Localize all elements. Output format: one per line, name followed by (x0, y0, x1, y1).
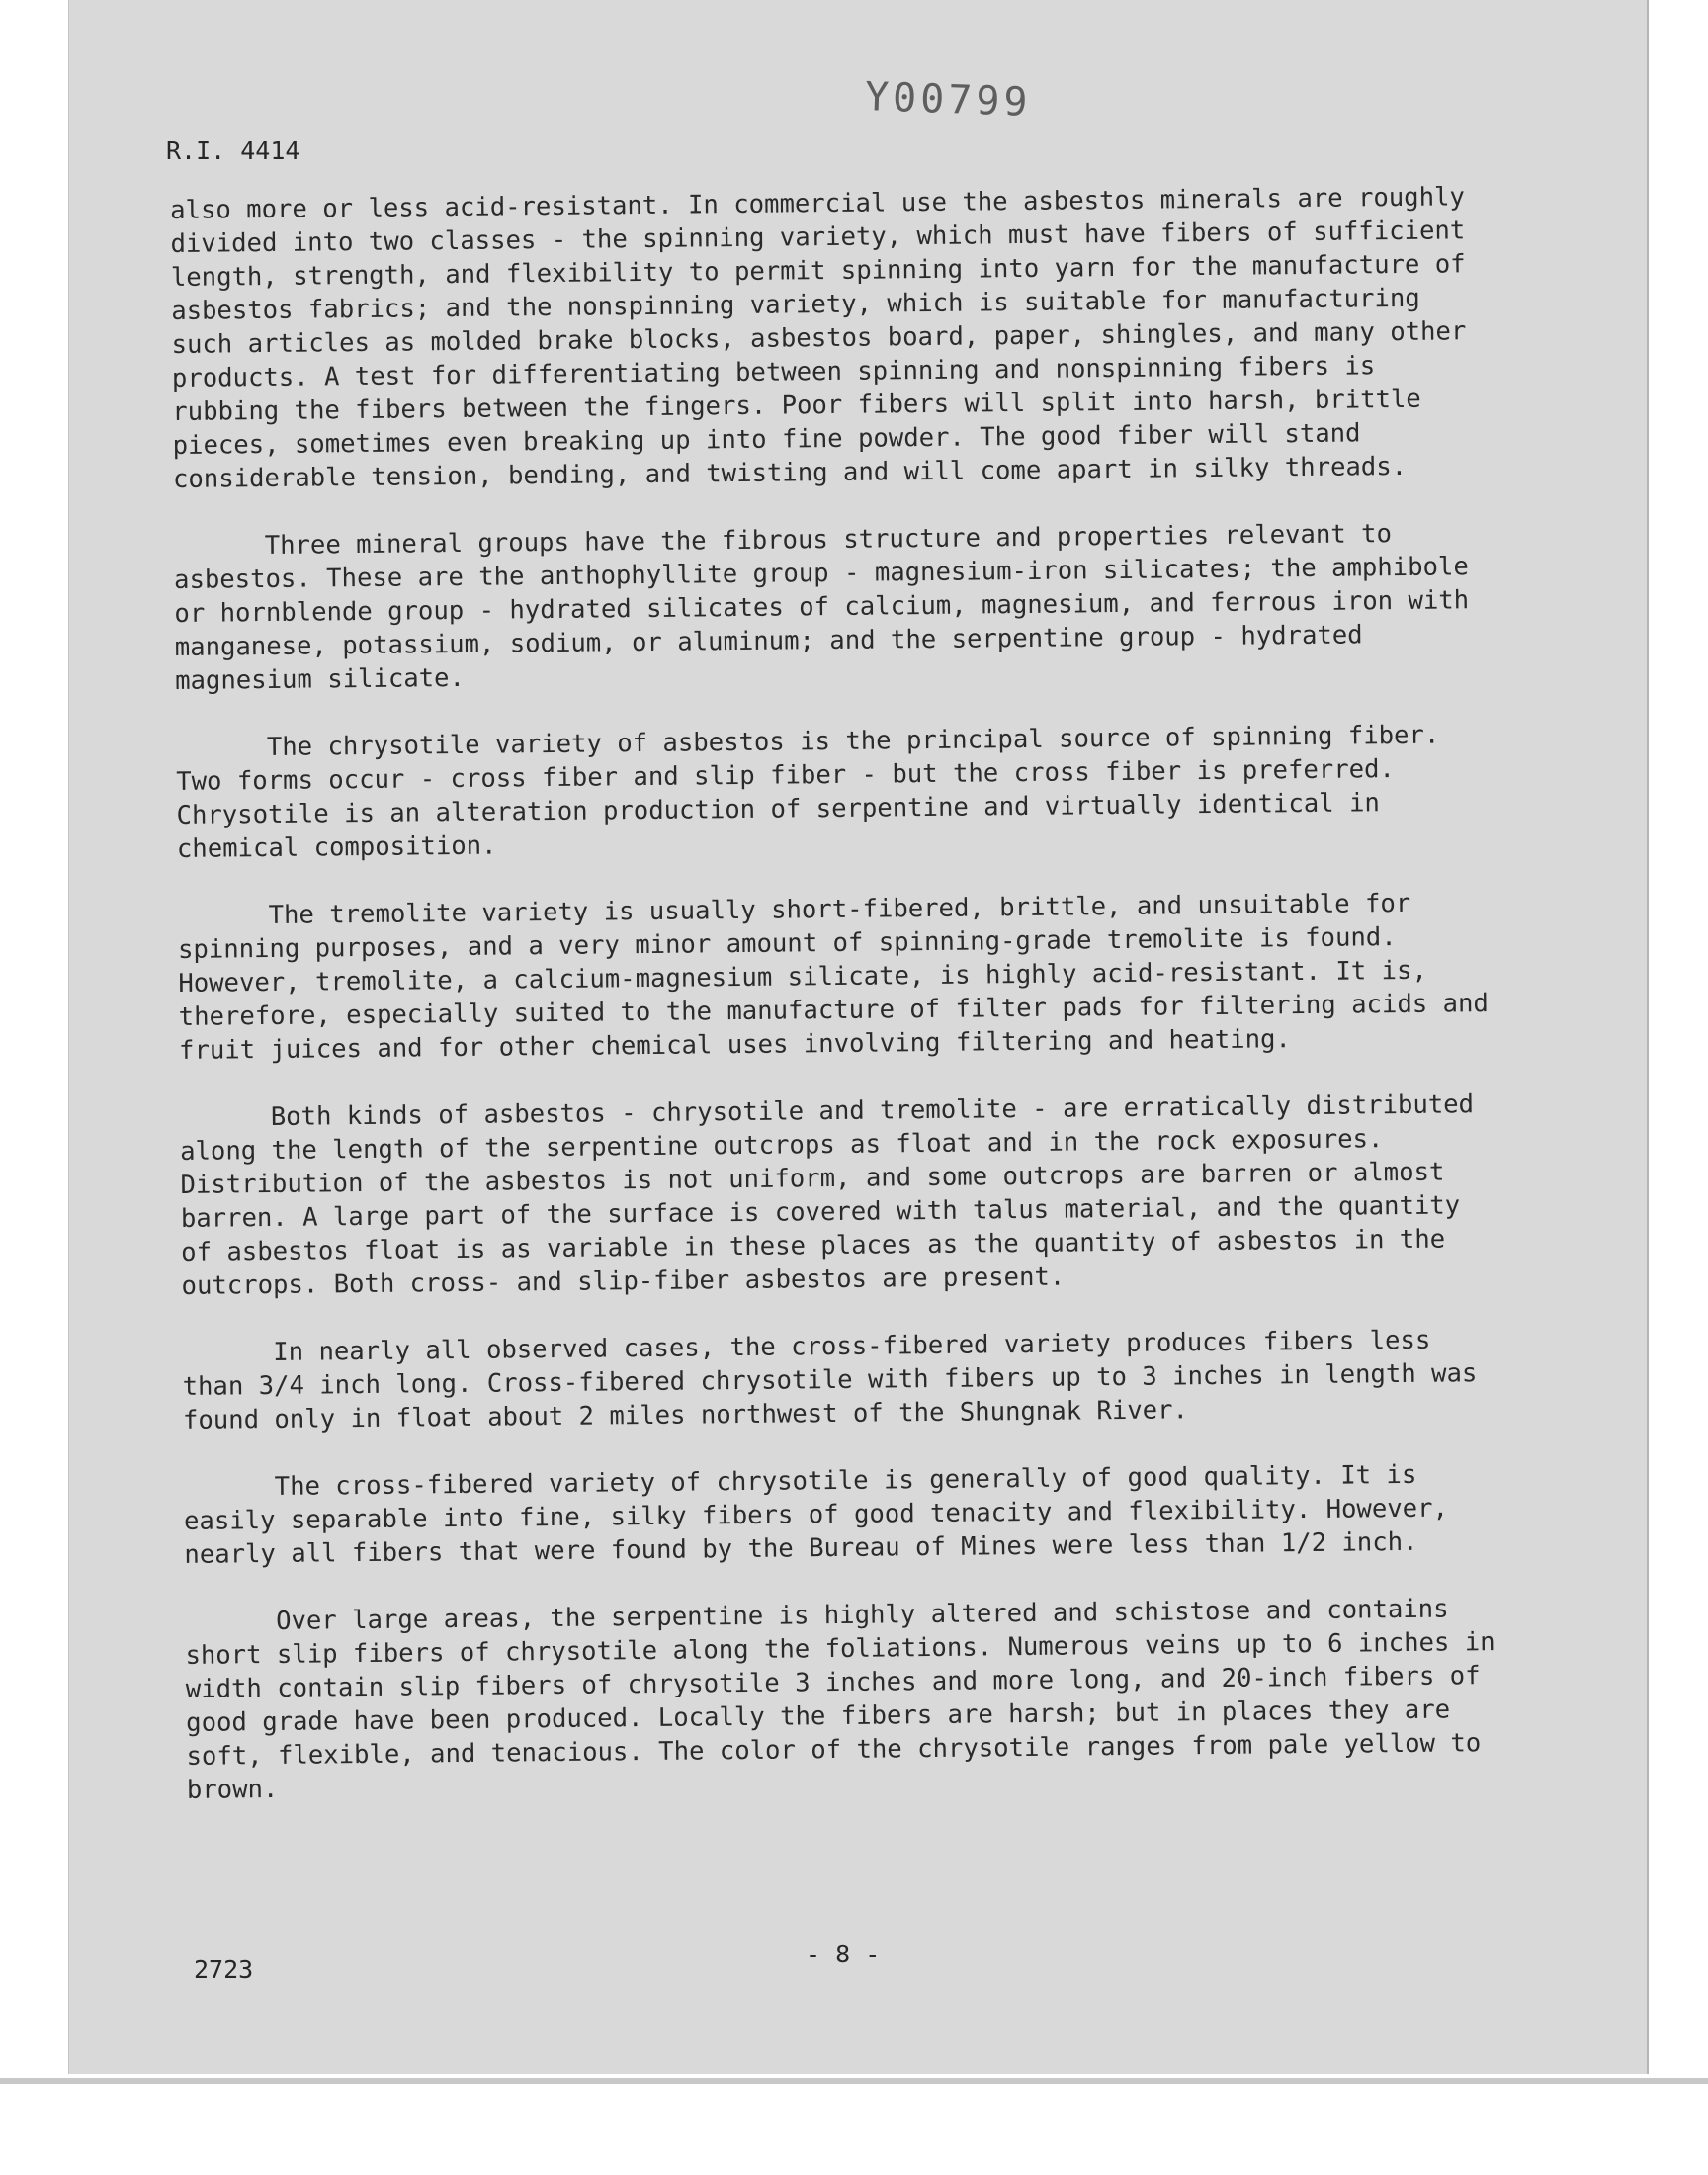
body-text (170, 180, 1511, 1807)
page-number: - 8 - (806, 1940, 881, 1968)
document-id: R.I. 4414 (166, 136, 300, 165)
report-number: 2723 (194, 1956, 254, 1984)
paragraph: In nearly all observed cases, the cross-fibered variety produces fibers less than 3/4 inch long. Cross-fibered chrysotile with fibers up to 3 inches in length was found only in float about 2 miles northwest of the Shungnak River. (182, 1325, 1478, 1436)
paragraph: also more or less acid-resistant. In commercial use the asbestos minerals are roughly divided into two classes - the spinning variety, which must have fibers of sufficient length, strength, and flexibility to permit spinning into yarn for the manufacture of asbestos fabrics; and the nonspinning variety, which is suitable for manufacturing such articles as molded brake blocks, asbestos board, paper, shingles, and many other products. A test for differentiating between spinning and nonspinning fibers is rubbing the fibers between the fingers. Poor fibers will split into harsh, brittle pieces, sometimes even breaking up into fine powder. The good fiber will stand considerable tension, bending, and twisting and will come apart in silky threads. (170, 182, 1467, 494)
paragraph: The cross-fibered variety of chrysotile is generally of good quality. It is easily separable into fine, silky fibers of good tenacity and flexibility. However, nearly all fibers that were found by the Bureau of Mines were less than 1/2 inch. (183, 1459, 1449, 1570)
paragraph: Both kinds of asbestos - chrysotile and tremolite - are erratically distributed along the length of the serpentine outcrops as float and in the rock exposures. Distribution of the asbestos is not uniform, and some outcrops are barren or almost barren. A large part of the surface is covered with talus material, and the quantity of asbestos float is as variable in these places as the quantity of asbestos in the outcrops. Both cross- and slip-fiber asbestos are present. (179, 1089, 1475, 1301)
paragraph: The chrysotile variety of asbestos is the principal source of spinning fiber. Two forms occur - cross fiber and slip fiber - but the cross fiber is preferred. Chrysotile is an alteration production of serpentine and virtually identical in chemical composition. (176, 720, 1440, 864)
archive-stamp: Y00799 (864, 74, 1033, 126)
paragraph: Over large areas, the serpentine is highly altered and schistose and contains short slip fibers of chrysotile along the foliations. Numerous veins up to 6 inches in width contain slip fibers of chrysotile 3 inches and more long, and 20-inch fibers of good grade have been produced. Locally the fibers are harsh; but in places they are soft, flexible, and tenacious. The color of the chrysotile ranges from pale yellow to brown. (185, 1594, 1495, 1805)
paragraph: The tremolite variety is usually short-fibered, brittle, and unsuitable for spinning purposes, and a very minor amount of spinning-grade tremolite is found. However, tremolite, a calcium-magnesium silicate, is highly acid-resistant. It is, therefore, especially suited to the manufacture of filter pads for filtering acids and fruit juices and for other chemical uses involving filtering and heating. (177, 888, 1489, 1066)
paragraph: Three mineral groups have the fibrous structure and properties relevant to asbestos. These are the anthophyllite group - magnesium-iron silicates; the amphibole or hornblende group - hydrated silicates of calcium, magnesium, and ferrous iron with manganese, potassium, sodium, or aluminum; and the serpentine group - hydrated magnesium silicate. (173, 519, 1470, 696)
